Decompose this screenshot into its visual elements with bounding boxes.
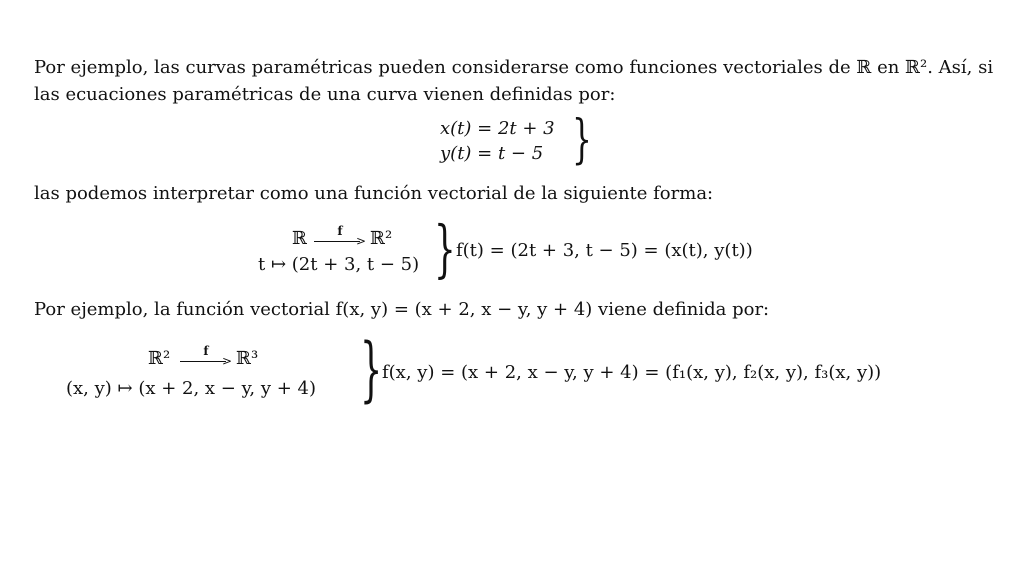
intro-paragraph — [34, 54, 994, 108]
vector-function-result: f(t) = (2t + 3, t − 5) = (x(t), y(t)) — [456, 240, 753, 261]
right-brace: } — [434, 212, 456, 285]
equation-y-t: y(t) = t − 5 — [440, 143, 544, 164]
mapping-arrow — [314, 224, 366, 248]
vector-function-result: f(x, y) = (x + 2, x − y, y + 4) = (f₁(x, y), f₂(x, y), f₃(x, y)) — [382, 362, 882, 383]
interpretation-paragraph: las podemos interpretar como una función vectorial de la siguiente forma: — [34, 183, 714, 204]
domain-set: ℝ — [292, 228, 307, 249]
arrow-shaft — [314, 241, 360, 242]
parametric-system — [440, 110, 600, 170]
codomain-set: ℝ³ — [236, 348, 259, 369]
mapping-rule: (x, y) ↦ (x + 2, x − y, y + 4) — [66, 378, 316, 399]
mapping-r2-to-r3 — [66, 328, 976, 410]
arrow-head-icon: > — [355, 234, 366, 248]
arrow-head-icon: > — [221, 354, 232, 368]
arrow-label: f — [203, 344, 209, 358]
example-paragraph: Por ejemplo, la función vectorial f(x, y) = (x + 2, x − y, y + 4) viene definida por: — [34, 299, 770, 320]
arrow-label: f — [337, 224, 343, 238]
mapping-rule: t ↦ (2t + 3, t − 5) — [258, 254, 420, 275]
mapping-r-to-r2 — [258, 212, 778, 285]
equation-x-t: x(t) = 2t + 3 — [440, 118, 555, 139]
codomain-set: ℝ² — [370, 228, 393, 249]
intro-line-2: las ecuaciones paramétricas de una curva vienen definidas por: — [34, 84, 616, 105]
intro-line-1: Por ejemplo, las curvas paramétricas pueden considerarse como funciones vectoriales de ℝ en ℝ². Así, si — [34, 57, 994, 78]
right-brace: } — [360, 328, 383, 410]
mapping-arrow — [180, 344, 232, 368]
domain-set: ℝ² — [148, 348, 171, 369]
right-brace: } — [572, 110, 592, 170]
arrow-shaft — [180, 361, 226, 362]
